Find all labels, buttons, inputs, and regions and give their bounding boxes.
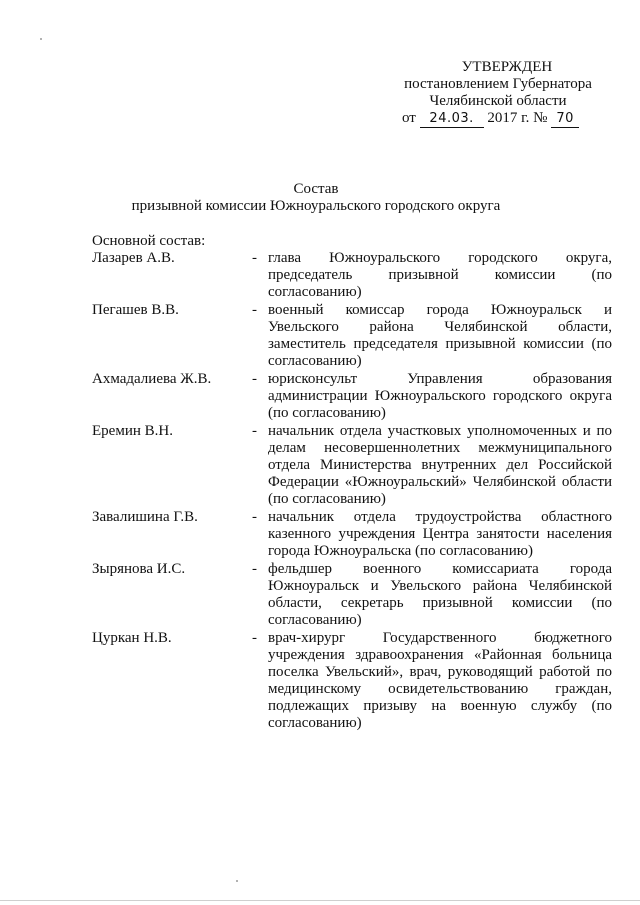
scan-speck — [236, 880, 238, 882]
member-row — [92, 371, 612, 422]
member-name: Ахмадалиева Ж.В. — [92, 371, 212, 387]
member-row — [92, 509, 612, 560]
number-value: 70 — [551, 110, 579, 128]
member-dash: - — [252, 371, 257, 387]
member-dash: - — [252, 302, 257, 318]
approval-line-1: постановлением Губернатора — [404, 76, 592, 92]
member-dash: - — [252, 423, 257, 439]
members-list — [92, 250, 612, 733]
date-prefix: от — [402, 110, 416, 126]
scan-speck — [40, 38, 42, 40]
member-description: фельдшер военного комиссариата города Южноуральск и Увельского района Челябинской области, секретарь призывной комиссии (по согласованию) — [268, 561, 612, 628]
approval-title: УТВЕРЖДЕН — [461, 59, 553, 75]
member-row — [92, 302, 612, 370]
member-description: глава Южноуральского городского округа, председатель призывной комиссии (по согласованию) — [268, 250, 612, 300]
member-dash: - — [252, 630, 257, 646]
member-description: начальник отдела участковых уполномоченных и по делам несовершеннолетних межмуниципального отдела Министерства внутренних дел Российской Федерации «Южноуральский» Челябинской области (по согласованию) — [268, 423, 612, 507]
member-description: врач-хирург Государственного бюджетного учреждения здравоохранения «Районная больница поселка Увельский», врач, руководящий работой по медицинскому освидетельствованию граждан, подлежащих призыву на военную службу (по согласованию) — [268, 630, 612, 731]
member-name: Пегашев В.В. — [92, 302, 179, 318]
member-row — [92, 561, 612, 629]
member-name: Еремин В.Н. — [92, 423, 173, 439]
document-heading — [0, 181, 640, 215]
section-label: Основной состав: — [92, 233, 206, 249]
member-row — [92, 630, 612, 732]
member-description: начальник отдела трудоустройства областного казенного учреждения Центра занятости населения города Южноуральска (по согласованию) — [268, 509, 612, 559]
approval-stamp — [398, 59, 598, 128]
member-name: Завалишина Г.В. — [92, 509, 198, 525]
approval-date-line — [402, 110, 598, 128]
member-dash: - — [252, 509, 257, 525]
approval-line-2: Челябинской области — [429, 93, 567, 109]
heading-subtitle: призывной комиссии Южноуральского городского округа — [131, 198, 501, 214]
member-row — [92, 250, 612, 301]
member-dash: - — [252, 561, 257, 577]
heading-title: Состав — [293, 181, 339, 197]
member-name: Зырянова И.С. — [92, 561, 186, 577]
member-description: военный комиссар города Южноуральск и Увельского района Челябинской области, заместитель председателя призывной комиссии (по согласованию) — [268, 302, 612, 369]
page-edge-line — [0, 900, 640, 901]
member-name: Цуркан Н.В. — [92, 630, 172, 646]
member-description: юрисконсульт Управления образования администрации Южноуральского городского округа (по согласованию) — [268, 371, 612, 421]
year-text: 2017 г. № — [487, 110, 548, 126]
date-value: 24.03. — [420, 110, 484, 128]
member-dash: - — [252, 250, 257, 266]
member-name: Лазарев А.В. — [92, 250, 175, 266]
member-row — [92, 423, 612, 508]
